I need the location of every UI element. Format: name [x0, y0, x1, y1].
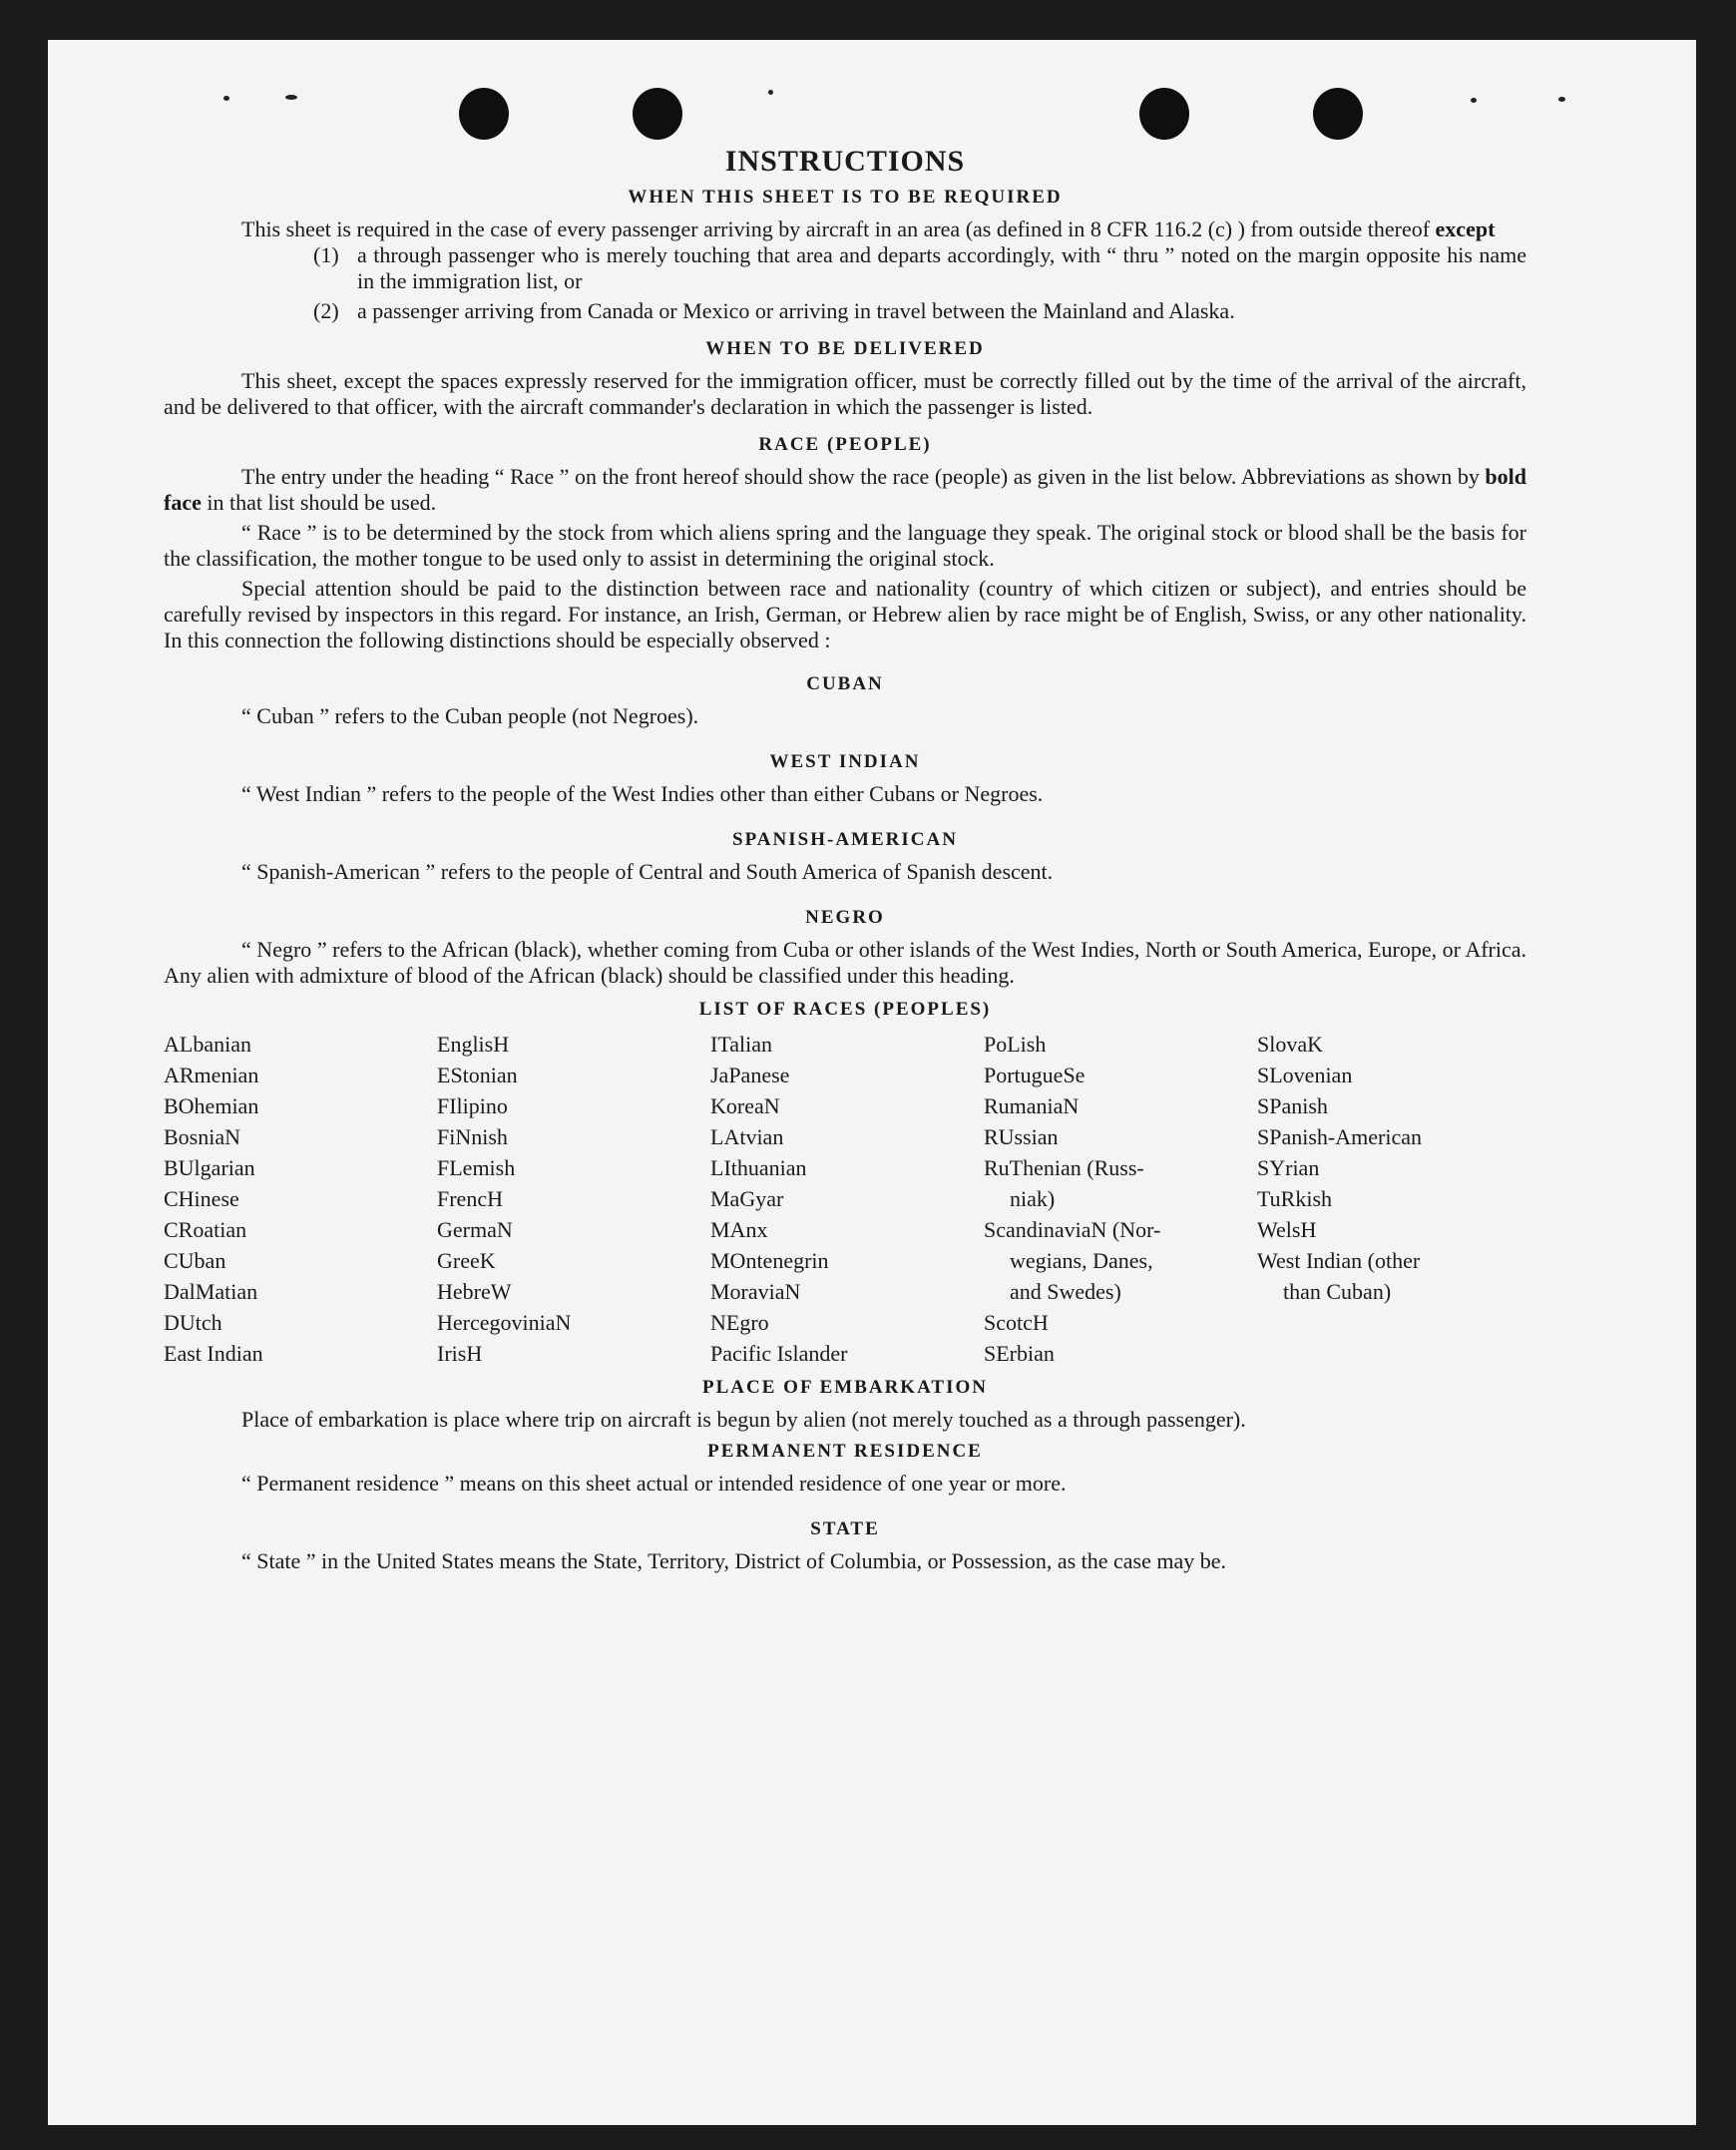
race-entry: WelsH [1257, 1217, 1317, 1242]
when-required-heading: WHEN THIS SHEET IS TO BE REQUIRED [628, 187, 1063, 208]
negro-heading: NEGRO [805, 907, 885, 928]
race-entry: HebreW [437, 1279, 512, 1304]
list-of-races-heading: LIST OF RACES (PEOPLES) [698, 999, 992, 1020]
race-entry: PoLish [984, 1032, 1047, 1057]
race-entry: ARmenian [164, 1063, 259, 1087]
race-entry: CUban [164, 1248, 226, 1273]
race-entry: JaPanese [710, 1063, 790, 1087]
race-entry: HercegoviniaN [437, 1310, 572, 1335]
race-entry: ALbanian [164, 1032, 251, 1057]
race-entry: MaGyar [710, 1186, 784, 1211]
race-entry: BosniaN [164, 1124, 240, 1149]
races-list [164, 1029, 1526, 1369]
race-entry: LIthuanian [710, 1155, 807, 1180]
race-entry: RuThenian (Russ- [984, 1155, 1144, 1180]
spanish-american-text: “ Spanish-American ” refers to the people of Central and South America of Spanish descent. [241, 859, 1054, 884]
embarkation-text: Place of embarkation is place where trip on aircraft is begun by alien (not merely touched as a through passenger). [241, 1407, 1246, 1432]
when-delivered-text: This sheet, except the spaces expressly reserved for the immigration officer, must be correctly filled out by the time of the arrival of the aircraft, and be delivered to that officer, with the aircraft commander's declaration in which the passenger is listed. [164, 368, 1526, 419]
race-entry: SPanish [1257, 1093, 1328, 1118]
race-entry: ScandinaviaN (Nor- [984, 1217, 1161, 1242]
race-entry: MoraviaN [710, 1279, 801, 1304]
races-column [710, 1029, 984, 1369]
race-entry: LAtvian [710, 1124, 784, 1149]
race-entry-continued: than Cuban) [1283, 1279, 1392, 1304]
speck [285, 95, 297, 100]
residence-text: “ Permanent residence ” means on this sheet actual or intended residence of one year or more. [241, 1471, 1067, 1496]
race-entry: GermaN [437, 1217, 513, 1242]
instructions-content [164, 145, 1526, 1574]
punch-hole [459, 88, 509, 140]
race-entry: ScotcH [984, 1310, 1049, 1335]
race-entry: CHinese [164, 1186, 239, 1211]
race-paragraph-2: “ Race ” is to be determined by the stock from which aliens spring and the language they speak. The original stock or blood shall be the basis for the classification, the mother tongue to be used only to assist in determining the original stock. [164, 520, 1526, 571]
speck [1471, 98, 1477, 103]
race-entry: East Indian [164, 1341, 263, 1366]
race-entry: PortugueSe [984, 1063, 1085, 1087]
speck [768, 90, 773, 95]
race-entry: SYrian [1257, 1155, 1320, 1180]
when-required-text: This sheet is required in the case of every passenger arriving by aircraft in an area (as defined in 8 CFR 116.2 (c) ) from outside thereof except [241, 216, 1496, 241]
state-heading: STATE [810, 1518, 880, 1539]
race-entry: CRoatian [164, 1217, 247, 1242]
punch-hole [1139, 88, 1189, 140]
race-entry: RUssian [984, 1124, 1059, 1149]
race-entry: SlovaK [1257, 1032, 1323, 1057]
race-entry: RumaniaN [984, 1093, 1080, 1118]
race-entry: DalMatian [164, 1279, 258, 1304]
race-entry: SPanish-American [1257, 1124, 1422, 1149]
residence-heading: PERMANENT RESIDENCE [707, 1441, 983, 1462]
race-entry: NEgro [710, 1310, 769, 1335]
races-column [164, 1029, 437, 1369]
speck [223, 96, 229, 101]
races-column [1257, 1029, 1526, 1369]
race-paragraph-1: The entry under the heading “ Race ” on the front hereof should show the race (people) as given in the list below. Abbreviations as shown by bold face in that list should be used. [164, 464, 1526, 515]
race-entry: MOntenegrin [710, 1248, 829, 1273]
race-entry: FIlipino [437, 1093, 508, 1118]
race-entry: EStonian [437, 1063, 518, 1087]
punch-hole [633, 88, 682, 140]
spanish-american-heading: SPANISH-AMERICAN [732, 829, 958, 850]
speck [1558, 97, 1565, 102]
race-entry: BOhemian [164, 1093, 259, 1118]
race-entry: ITalian [710, 1032, 772, 1057]
race-entry: MAnx [710, 1217, 768, 1242]
west-indian-text: “ West Indian ” refers to the people of the West Indies other than either Cubans or Negroes. [241, 781, 1044, 806]
race-entry: SLovenian [1257, 1063, 1353, 1087]
race-entry: DUtch [164, 1310, 222, 1335]
race-entry-continued: wegians, Danes, [1010, 1248, 1153, 1273]
race-entry: FrencH [437, 1186, 503, 1211]
race-paragraph-3: Special attention should be paid to the distinction between race and nationality (country of which citizen or subject), and entries should be carefully revised by inspectors in this regard. For instance, an Irish, German, or Hebrew alien by race might be of English, Swiss, or any other nationality. In this connection the following distinctions should be especially observed : [164, 576, 1526, 652]
race-entry: BUlgarian [164, 1155, 255, 1180]
punch-hole [1313, 88, 1363, 140]
negro-text: “ Negro ” refers to the African (black), whether coming from Cuba or other islands of the West Indies, North or South America, Europe, or Africa. Any alien with admixture of blood of the African (black) should be classified under this heading. [164, 937, 1526, 988]
embarkation-heading: PLACE OF EMBARKATION [702, 1377, 988, 1398]
page-title: INSTRUCTIONS [724, 145, 966, 178]
race-entry: FiNnish [437, 1124, 508, 1149]
race-entry: West Indian (other [1257, 1248, 1421, 1273]
state-text: “ State ” in the United States means the State, Territory, District of Columbia, or Possession, as the case may be. [241, 1548, 1227, 1573]
races-column [984, 1029, 1257, 1369]
race-entry: FLemish [437, 1155, 516, 1180]
races-column [437, 1029, 710, 1369]
race-entry-continued: and Swedes) [1010, 1279, 1121, 1304]
race-entry: GreeK [437, 1248, 496, 1273]
race-heading: RACE (PEOPLE) [758, 434, 932, 455]
west-indian-heading: WEST INDIAN [769, 751, 921, 772]
race-entry: IrisH [437, 1341, 483, 1366]
race-entry: Pacific Islander [710, 1341, 848, 1366]
race-entry: SErbian [984, 1341, 1055, 1366]
exception-item: (1) a through passenger who is merely touching that area and departs accordingly, with “ thru ” noted on the margin opposite his name in the immigration list, or [313, 242, 1526, 293]
race-entry: TuRkish [1257, 1186, 1333, 1211]
race-entry: EnglisH [437, 1032, 510, 1057]
race-entry: KoreaN [710, 1093, 780, 1118]
cuban-heading: CUBAN [806, 673, 884, 694]
cuban-text: “ Cuban ” refers to the Cuban people (not Negroes). [241, 703, 699, 728]
race-entry-continued: niak) [1010, 1186, 1056, 1211]
when-delivered-heading: WHEN TO BE DELIVERED [705, 338, 985, 359]
exception-item: (2) a passenger arriving from Canada or Mexico or arriving in travel between the Mainland and Alaska. [313, 298, 1235, 323]
